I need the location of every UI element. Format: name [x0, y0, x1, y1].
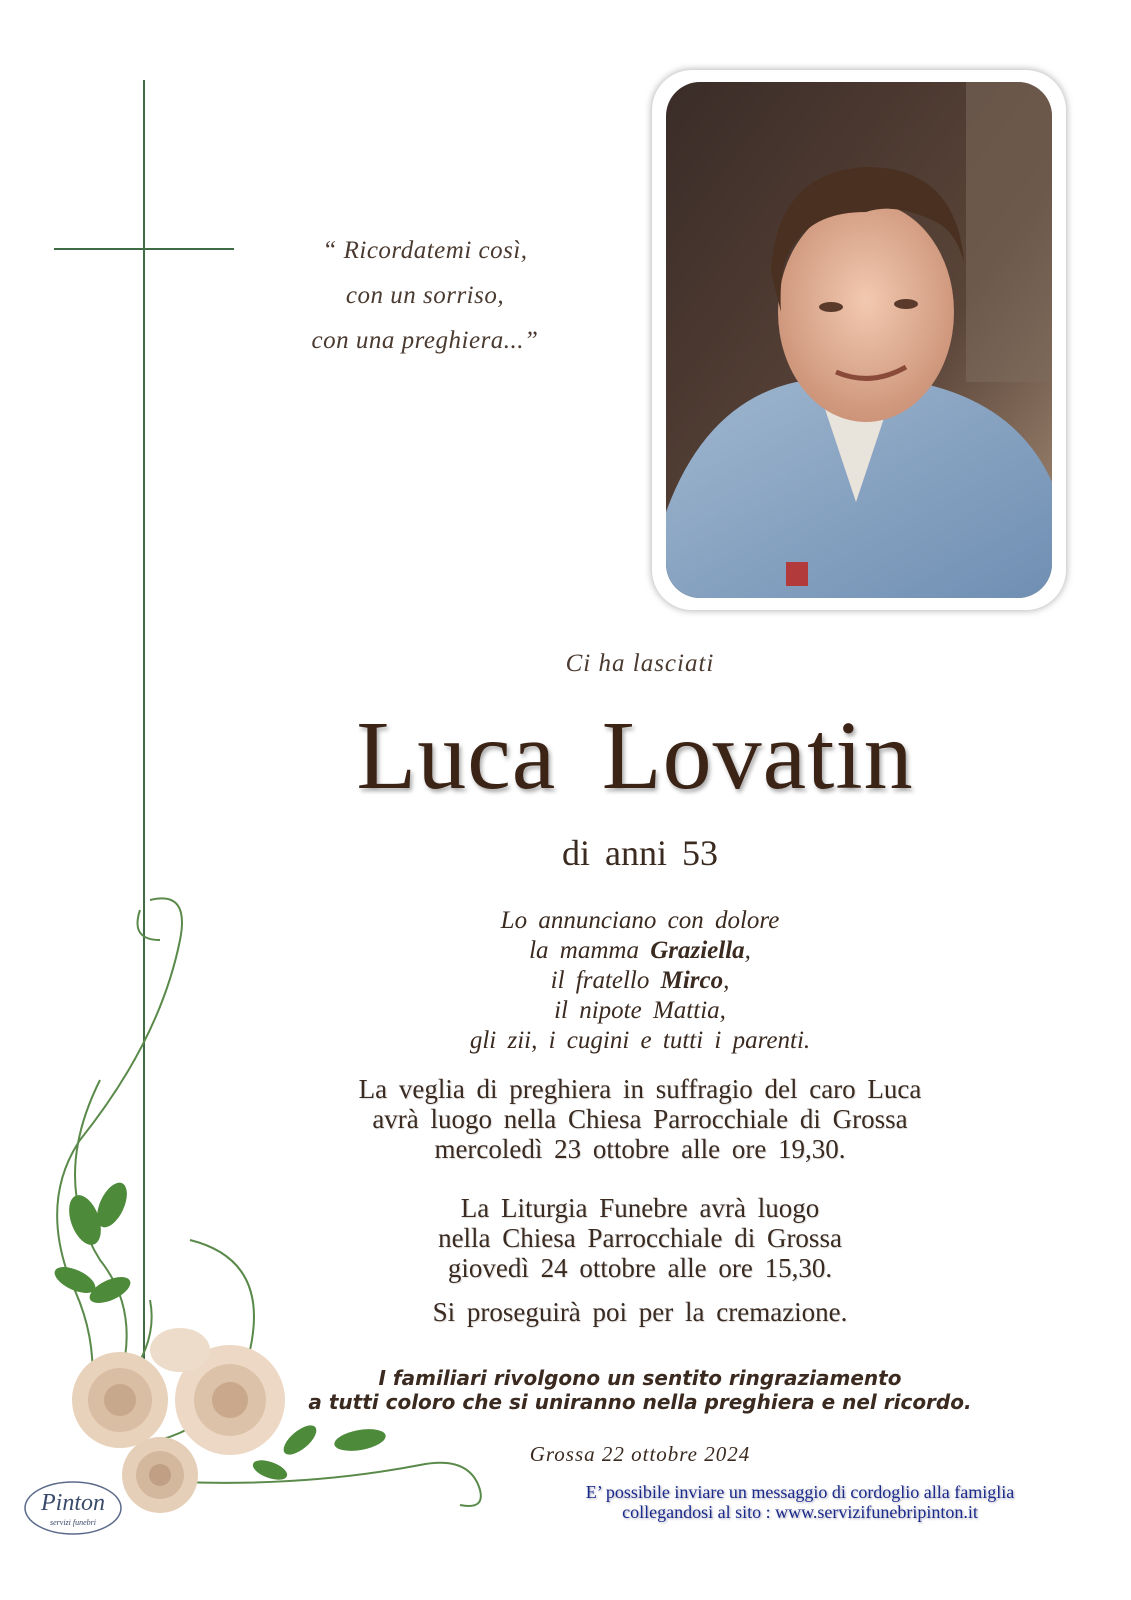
announcement-line: Lo annunciano con dolore — [500, 907, 780, 934]
place-date: Grossa 22 ottobre 2024 — [529, 1442, 751, 1466]
cross-horizontal-line — [54, 248, 234, 250]
rose-decoration — [40, 880, 520, 1540]
age-text: di anni 53 — [562, 833, 718, 873]
cremation-paragraph: Si proseguirà poi per la cremazione. — [432, 1297, 848, 1327]
website-notice: E’ possibile inviare un messaggio di cordoglio alla famiglia collegandosi al sito : www.servizifunebripinton.it — [520, 1482, 1080, 1522]
funeral-paragraph: La Liturgia Funebre avrà luogo nella Chiesa Parrocchiale di Grossa giovedì 24 ottobre alle ore 15,30. — [438, 1193, 842, 1283]
mother-name: Graziella — [650, 937, 745, 964]
quote-line: con una preghiera...” — [311, 327, 539, 354]
quote-line: con un sorriso, — [345, 282, 505, 309]
portrait-photo — [666, 82, 1052, 598]
intro-text: Ci ha lasciati — [565, 650, 715, 677]
website-link[interactable]: collegandosi al sito : www.servizifunebripinton.it — [622, 1502, 978, 1522]
memorial-quote — [255, 228, 595, 363]
thanks-paragraph: I familiari rivolgono un sentito ringraziamento a tutti coloro che si uniranno nella preghiera e nel ricordo. — [308, 1366, 972, 1414]
quote-line: “ Ricordatemi così, — [322, 237, 528, 264]
deceased-name: Luca Lovatin — [356, 702, 914, 810]
announcement-line: gli zii, i cugini e tutti i parenti. — [469, 1027, 811, 1054]
announcement-line: il fratello Mirco, — [550, 967, 730, 994]
svg-text:servizi funebri: servizi funebri — [50, 1518, 96, 1527]
svg-text:Pinton: Pinton — [41, 1490, 105, 1516]
announcement-line: il nipote Mattia, — [554, 997, 726, 1024]
announcement-line: la mamma Graziella, — [529, 937, 751, 964]
vigil-paragraph: La veglia di preghiera in suffragio del caro Luca avrà luogo nella Chiesa Parrocchiale di Grossa mercoledì 23 ottobre alle ore 19,30. — [358, 1074, 922, 1164]
brother-name: Mirco — [660, 967, 724, 994]
pinton-logo — [22, 1478, 124, 1538]
